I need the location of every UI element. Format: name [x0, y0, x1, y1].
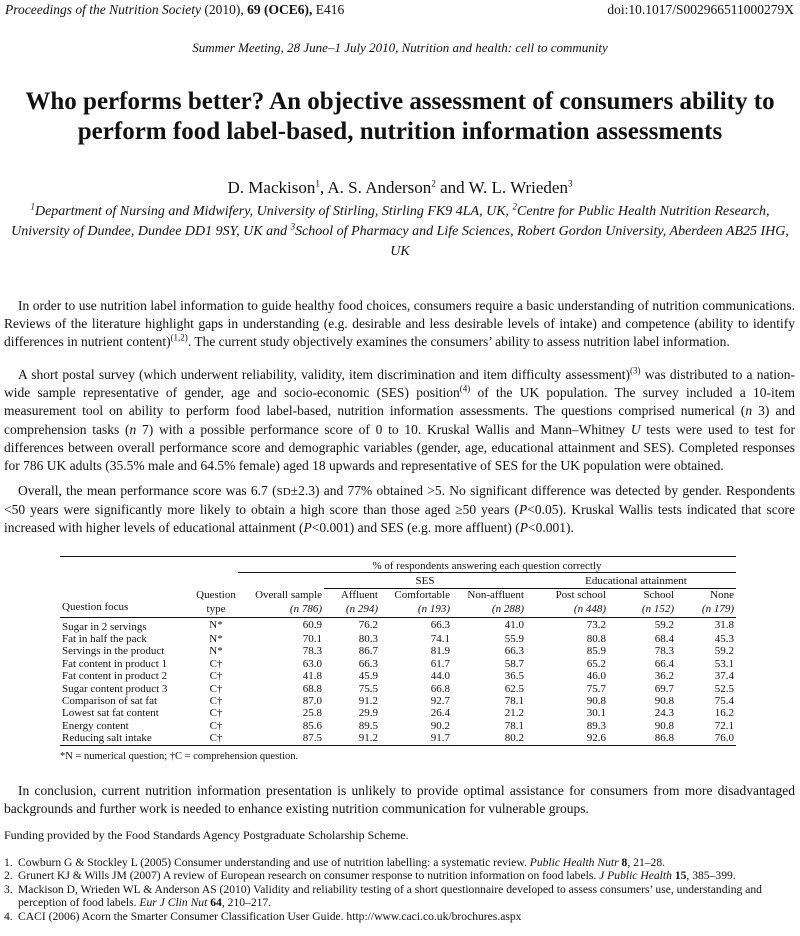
col-header-focus: Question focus: [62, 601, 129, 614]
cell-value: 90.2: [430, 719, 450, 732]
table-row: [60, 658, 736, 670]
cell-value: 74.1: [430, 633, 450, 646]
reference-list: [4, 856, 794, 923]
cell-question-type: C†: [209, 707, 223, 720]
author-list: D. Mackison$^1$, A. S. Anderson$^2$ and W. L. Wrieden$^3$: [227, 178, 573, 197]
cell-value: 59.2: [654, 619, 674, 632]
cell-value: 80.3: [358, 633, 378, 646]
cell-value: 75.4: [714, 695, 734, 708]
cell-value: 58.7: [504, 657, 524, 670]
cell-value: 65.2: [586, 657, 606, 670]
group-header-ses: SES: [324, 573, 526, 588]
cell-value: 69.7: [654, 682, 674, 695]
cell-value: 75.7: [586, 682, 606, 695]
cell-question-focus: Energy content: [62, 719, 129, 732]
cell-value: 90.8: [654, 695, 674, 708]
table-spanner: % of respondents answering each question correctly: [238, 557, 736, 573]
cell-question-type: C†: [209, 732, 223, 745]
col-n-overall: (n 786): [289, 602, 322, 615]
cell-value: 66.3: [358, 657, 378, 670]
cell-value: 89.5: [358, 719, 378, 732]
cell-question-focus: Sugar in 2 servings: [62, 620, 147, 633]
cell-value: 61.7: [430, 657, 450, 670]
cell-value: 45.9: [358, 670, 378, 683]
cell-value: 63.0: [302, 657, 322, 670]
col-n-none: (n 179): [701, 602, 734, 615]
cell-value: 91.7: [430, 732, 450, 745]
cell-question-type: C†: [209, 695, 223, 708]
cell-value: 87.5: [302, 732, 322, 745]
cell-question-type: C†: [209, 657, 223, 670]
cell-question-focus: Reducing salt intake: [62, 732, 152, 745]
col-header-type-2: type: [206, 602, 226, 615]
table-row: [60, 683, 736, 695]
running-header: [5, 2, 794, 18]
cell-value: 36.2: [654, 670, 674, 683]
paragraph-conclusion: In conclusion, current nutrition information presentation is unlikely to provide optimal assistance for consumers from more disadvantaged backgrounds and further work is needed to enhance existing nutrition communication for vulnerable groups.: [4, 783, 795, 817]
cell-value: 80.2: [504, 732, 524, 745]
cell-value: 78.1: [504, 719, 524, 732]
cell-value: 89.3: [586, 719, 606, 732]
cell-question-focus: Lowest sat fat content: [62, 707, 159, 720]
cell-question-focus: Fat in half the pack: [62, 633, 147, 646]
paragraph-methods: A short postal survey (which underwent reliability, validity, item discrimination and item difficulty assessment)$^{(3)}$ was distributed to a nation-wide sample representative of gender, age and socio-economic (SES) position$^{(4)}$ of the UK population. The survey included a 10-item measurement tool on ability to perform food label-based, nutrition information assessments. The questions comprised numerical (n 3) and comprehension tasks (n 7) with a possible performance score of 0 to 10. Kruskal Wallis and Mann–Whitney U tests were used to test for differences between overall performance score and demographic variables (gender, age, educational attainment and SES). Completed responses for 786 UK adults (35.5% male and 64.5% female) aged 18 upwards and representative of SES for the UK population were obtained.: [4, 365, 796, 474]
cell-question-focus: Servings in the product: [62, 645, 165, 658]
col-header-none: None: [710, 588, 734, 601]
cell-value: 76.2: [358, 619, 378, 632]
cell-value: 44.0: [430, 670, 450, 683]
cell-value: 85.9: [586, 645, 606, 658]
table-row: [60, 633, 736, 645]
table-footnote: *N = numerical question; †C = comprehension question.: [60, 751, 299, 762]
cell-value: 66.8: [430, 682, 450, 695]
cell-value: 31.8: [714, 619, 734, 632]
table-row: [60, 670, 736, 682]
cell-question-type: N*: [209, 633, 223, 646]
table-row: [60, 707, 736, 719]
paper-title: Who performs better? An objective assessment of consumers ability to perform food label-based, nutrition information assessments: [25, 88, 775, 145]
cell-value: 81.9: [430, 645, 450, 658]
cell-value: 76.0: [714, 732, 734, 745]
reference-item: 1. Cowburn G & Stockley L (2005) Consumer understanding and use of nutrition labelling: a systematic review. Public Health Nutr 8, 21–28.: [4, 856, 666, 869]
cell-value: 37.4: [714, 670, 734, 683]
cell-question-type: N*: [209, 645, 223, 658]
col-header-school: School: [643, 588, 674, 601]
affiliations: $^1$Department of Nursing and Midwifery, University of Stirling, Stirling FK9 4LA, UK, $^2$Centre for Public Health Nutrition Research, University of Dundee, Dundee DD1 9SY, UK and $^3$School of Pharmacy and Life Sciences, Robert Gordon University, Aberdeen AB25 IHG, UK: [11, 201, 789, 259]
cell-value: 86.8: [654, 732, 674, 745]
reference-item: 3. Mackison D, Wrieden WL & Anderson AS (2010) Validity and reliability testing of a short questionnaire developed to assess consumers’ use, understanding and perception of food labels. Eur J Clin Nut 64, 210–217.: [4, 882, 762, 910]
col-header-affluent: Affluent: [340, 588, 378, 601]
cell-value: 55.9: [504, 633, 524, 646]
cell-value: 25.8: [302, 707, 322, 720]
table-row: [60, 617, 736, 633]
col-header-non-affluent: Non-affluent: [467, 588, 524, 601]
cell-value: 21.2: [504, 707, 524, 720]
cell-value: 30.1: [586, 707, 606, 720]
cell-value: 75.5: [358, 682, 378, 695]
cell-value: 52.5: [714, 682, 734, 695]
col-header-overall: Overall sample: [255, 588, 322, 601]
col-n-school: (n 152): [641, 602, 674, 615]
table-row: [60, 695, 736, 707]
col-n-comfortable: (n 193): [417, 602, 450, 615]
cell-question-type: C†: [209, 670, 223, 683]
cell-question-type: N*: [209, 619, 223, 632]
cell-value: 91.2: [358, 695, 378, 708]
cell-value: 41.8: [302, 670, 322, 683]
cell-value: 60.9: [302, 619, 322, 632]
cell-value: 66.4: [654, 657, 674, 670]
meeting-line: Summer Meeting, 28 June–1 July 2010, Nutrition and health: cell to community: [192, 40, 608, 55]
cell-value: 53.1: [714, 657, 734, 670]
col-header-comfortable: Comfortable: [394, 588, 450, 601]
cell-value: 59.2: [714, 645, 734, 658]
cell-value: 92.6: [586, 732, 606, 745]
cell-question-focus: Fat content in product 2: [62, 670, 168, 683]
cell-value: 78.3: [654, 645, 674, 658]
cell-question-focus: Comparison of sat fat: [62, 695, 158, 708]
col-header-post-school: Post school: [555, 588, 606, 601]
cell-value: 62.5: [504, 682, 524, 695]
cell-value: 41.0: [504, 619, 524, 632]
cell-value: 29.9: [358, 707, 378, 720]
cell-value: 36.5: [504, 670, 524, 683]
cell-value: 46.0: [586, 670, 606, 683]
cell-value: 90.8: [586, 695, 606, 708]
col-header-type-1: Question: [196, 588, 236, 601]
table-row: [60, 645, 736, 657]
cell-value: 73.2: [586, 619, 606, 632]
cell-value: 92.7: [430, 695, 450, 708]
cell-value: 16.2: [714, 707, 734, 720]
doi[interactable]: doi:10.1017/S002966511000279X: [607, 2, 794, 17]
cell-value: 85.6: [302, 719, 322, 732]
cell-value: 86.7: [358, 645, 378, 658]
group-header-education: Educational attainment: [526, 573, 736, 588]
cell-value: 78.1: [504, 695, 524, 708]
cell-question-type: C†: [209, 682, 223, 695]
col-n-non-affluent: (n 288): [491, 602, 524, 615]
cell-value: 66.3: [430, 619, 450, 632]
cell-value: 68.4: [654, 633, 674, 646]
paragraph-intro: In order to use nutrition label information to guide healthy food choices, consumers require a basic understanding of nutrition communications. Reviews of the literature highlight gaps in understanding (e.g. desirable and less desirable levels of intake) and competence (ability to identify differences in nutrient content)$^{(1,2)}$. The current study objectively examines the consumers’ ability to assess nutrition label information.: [4, 298, 795, 350]
cell-value: 70.1: [302, 633, 322, 646]
journal-citation: Proceedings of the Nutrition Society (2010), 69 (OCE6), E416: [5, 2, 345, 17]
cell-value: 78.3: [302, 645, 322, 658]
col-n-post-school: (n 448): [573, 602, 606, 615]
table-row: [60, 720, 736, 732]
cell-question-type: C†: [209, 719, 223, 732]
cell-value: 26.4: [430, 707, 450, 720]
cell-question-focus: Fat content in product 1: [62, 657, 168, 670]
cell-value: 72.1: [714, 719, 734, 732]
cell-value: 24.3: [654, 707, 674, 720]
cell-question-focus: Sugar content product 3: [62, 682, 168, 695]
cell-value: 90.8: [654, 719, 674, 732]
cell-value: 68.8: [302, 682, 322, 695]
cell-value: 66.3: [504, 645, 524, 658]
funding-note: Funding provided by the Food Standards Agency Postgraduate Scholarship Scheme.: [4, 828, 409, 842]
paragraph-results: Overall, the mean performance score was 6.7 (SD±2.3) and 77% obtained >5. No significant difference was detected by gender. Respondents <50 years were significantly more likely to obtain a high score than those aged ≥50 years (P<0.05). Kruskal Wallis tests indicated that score increased with higher levels of educational attainment (P<0.001) and SES (e.g. more affluent) (P<0.001).: [4, 483, 795, 536]
cell-value: 80.8: [586, 633, 606, 646]
cell-value: 87.0: [302, 695, 322, 708]
table-body: [60, 617, 736, 745]
cell-value: 45.3: [714, 633, 734, 646]
table-row: [60, 732, 736, 745]
reference-item: 2. Grunert KJ & Wills JM (2007) A review of European research on consumer response to nutrition information on food labels. J Public Health 15, 385–399.: [4, 869, 736, 883]
reference-item[interactable]: 4. CACI (2006) Acorn the Smarter Consumer Classification User Guide. http://www.caci.co.uk/brochures.aspx: [4, 909, 522, 923]
results-table: [60, 556, 736, 746]
col-n-affluent: (n 294): [345, 602, 378, 615]
cell-value: 91.2: [358, 732, 378, 745]
